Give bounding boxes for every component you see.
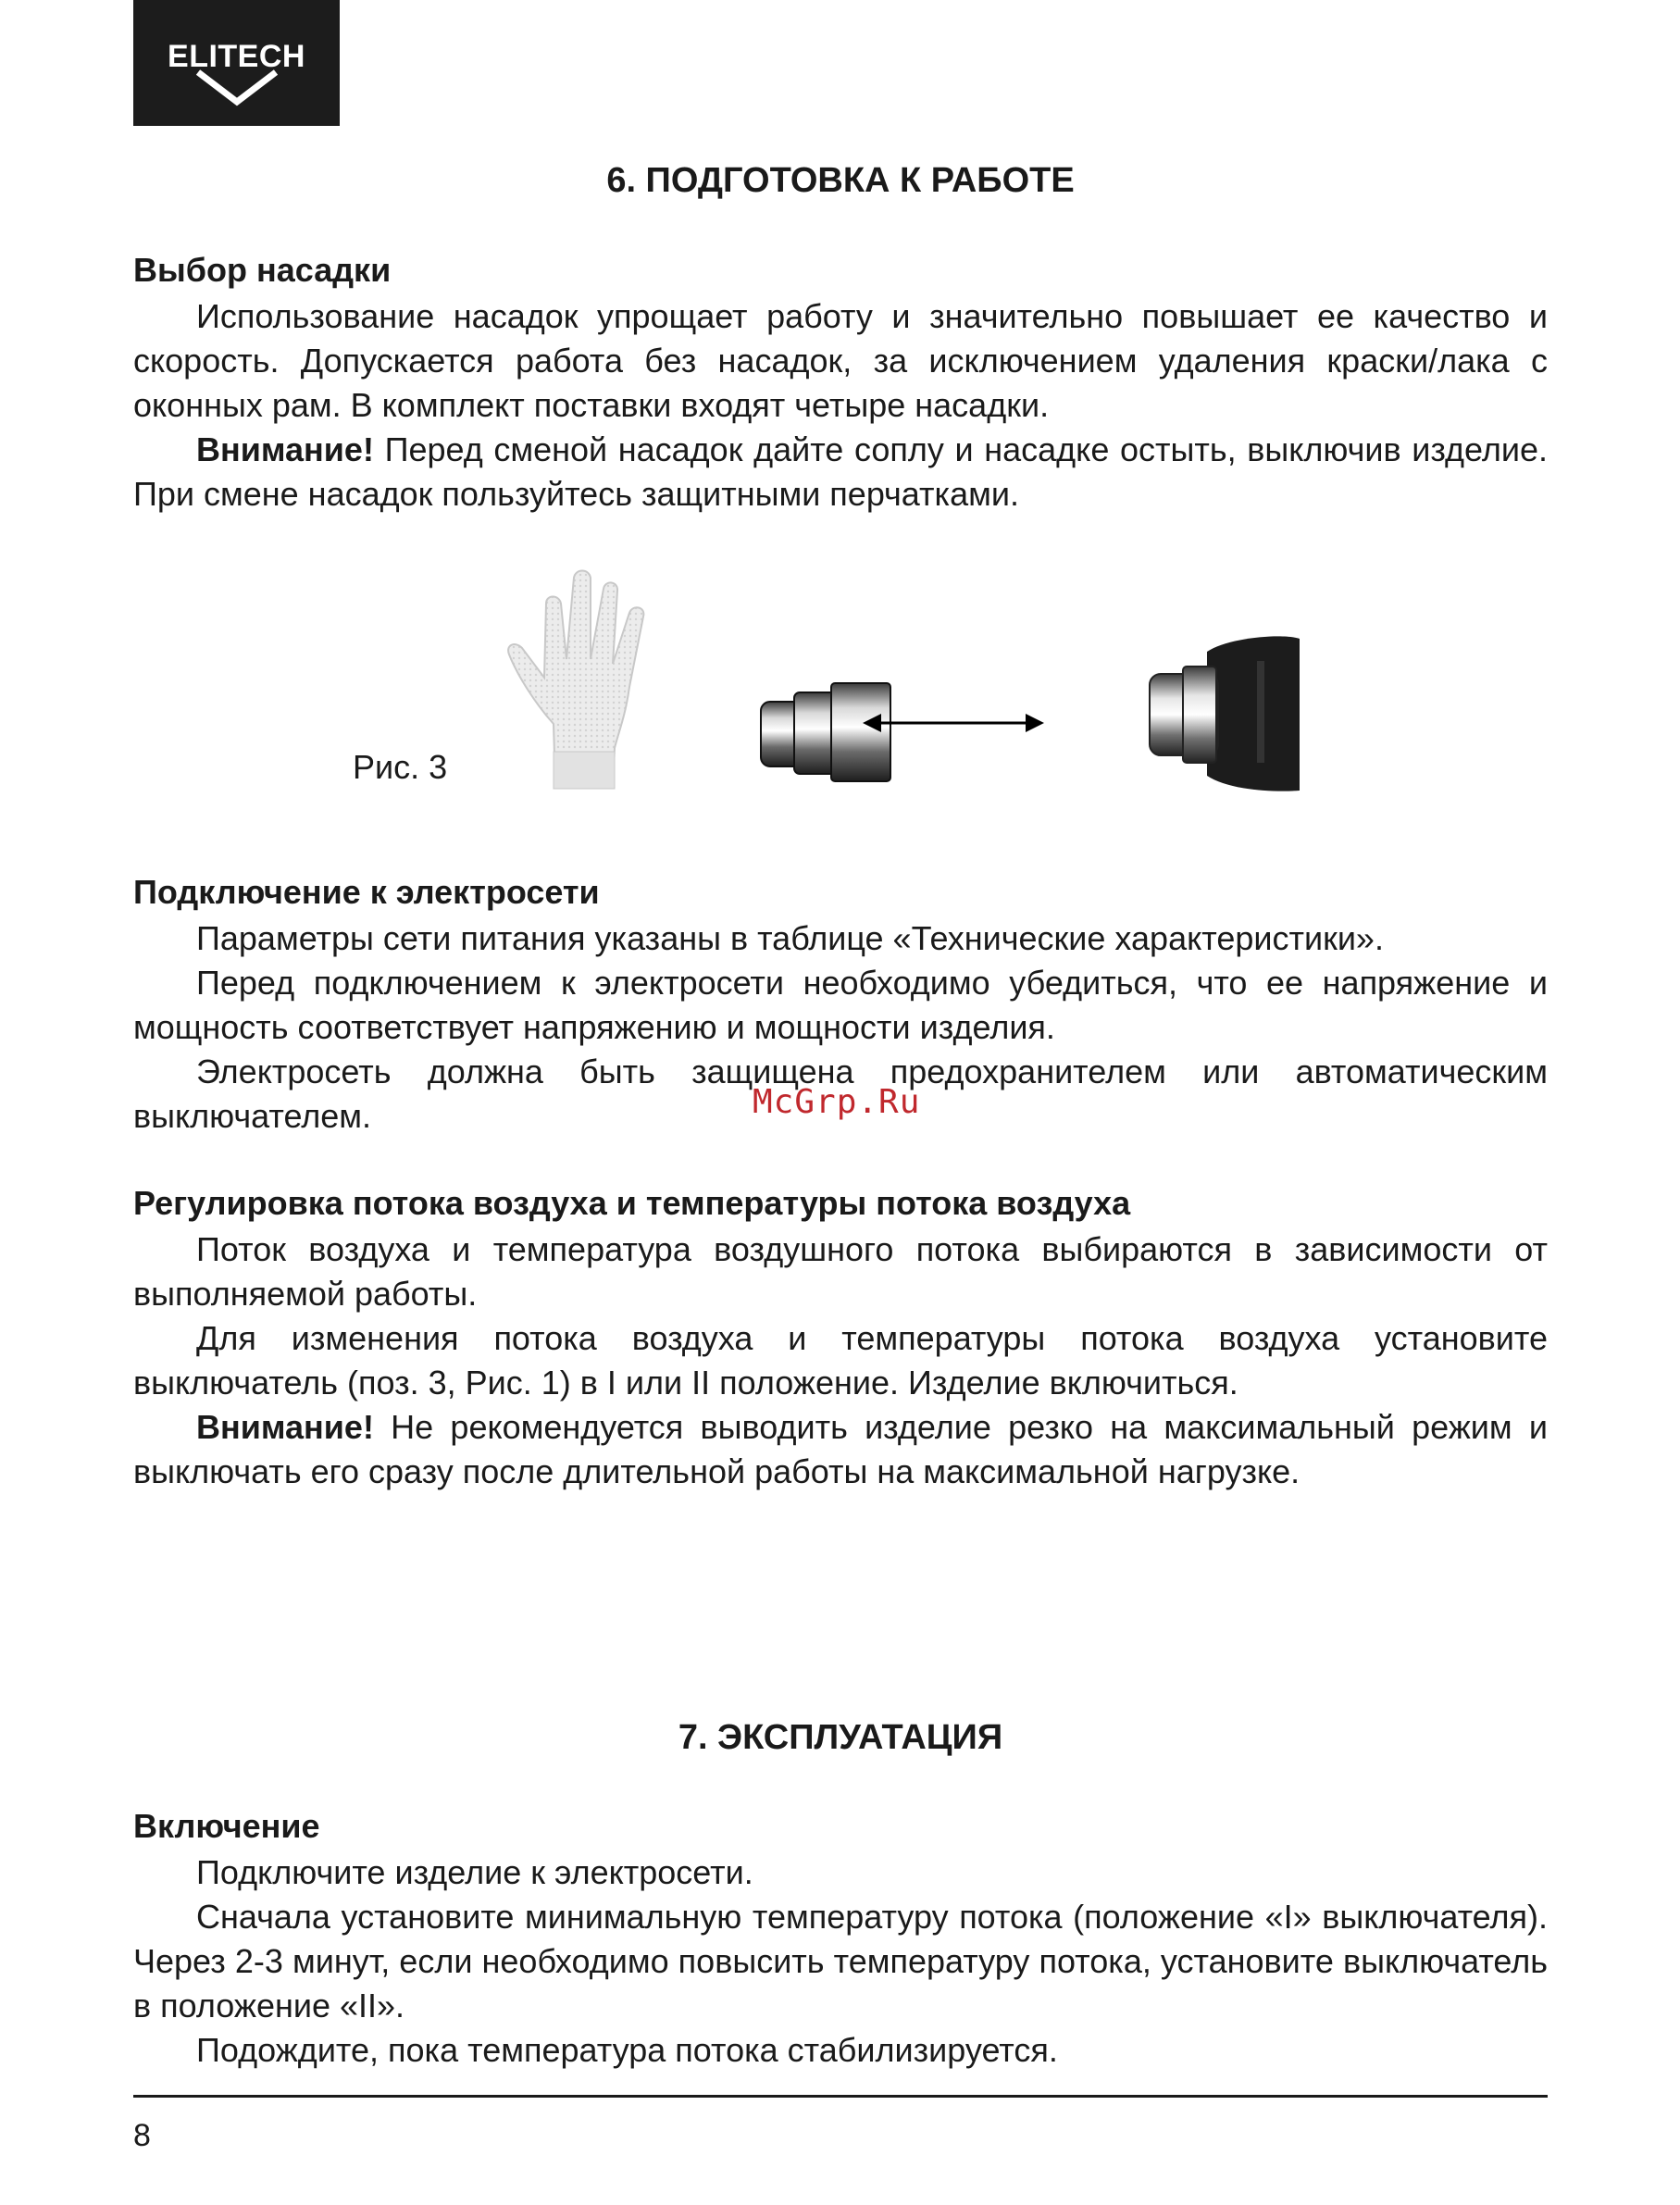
airflow-paragraph-2: Для изменения потока воздуха и температуры потока воздуха установите выключатель (поз. 3, Рис. 1) в I или II положение. Изделие включиться. [133,1319,1548,1401]
switch-on-heading: Включение [133,1807,320,1845]
protective-glove-icon [500,567,676,798]
section-6-title: 6. ПОДГОТОВКА К РАБОТЕ [606,161,1075,200]
footer-rule [133,2095,1548,2098]
warning-label: Внимание! [196,1408,374,1446]
switch-on-paragraph-3: Подождите, пока температура потока стабилизируется. [196,2031,1058,2069]
nozzle-warning-text: Перед сменой насадок дайте соплу и насадке остыть, выключив изделие. При смене насадок пользуйтесь защитными перчатками. [133,430,1548,513]
heat-gun-nozzle-icon [1146,633,1303,794]
nozzle-warning-paragraph [133,428,1548,517]
double-arrow-icon [861,709,1046,737]
watermark: McGrp.Ru [753,1083,921,1121]
airflow-warning-paragraph [133,1405,1548,1494]
power-paragraph-1: Параметры сети питания указаны в таблице «Технические характеристики». [196,919,1384,957]
page-number: 8 [133,2118,151,2153]
figure-caption: Рис. 3 [353,748,448,786]
logo-chevron-icon [133,0,340,126]
power-paragraph-2: Перед подключением к электросети необходимо убедиться, что ее напряжение и мощность соответствует напряжению и мощности изделия. [133,964,1548,1046]
section-7-title: 7. ЭКСПЛУАТАЦИЯ [678,1718,1003,1757]
airflow-warning-text: Не рекомендуется выводить изделие резко на максимальный режим и выключать его сразу после длительной работы на максимальной нагрузке. [133,1408,1548,1490]
logo-text: ELITECH [168,39,305,74]
warning-label: Внимание! [196,430,374,468]
power-paragraph-3: Электросеть должна быть защищена предохранителем или автоматическим выключателем. [133,1053,1548,1135]
nozzle-heading: Выбор насадки [133,251,392,289]
switch-on-paragraph-2: Сначала установите минимальную температуру потока (положение «I» выключателя). Через 2-3 минут, если необходимо повысить температуру потока, установите выключатель в положение «II». [133,1898,1548,2024]
airflow-heading: Регулировка потока воздуха и температуры потока воздуха [133,1184,1131,1222]
airflow-paragraph-1: Поток воздуха и температура воздушного потока выбираются в зависимости от выполняемой работы. [133,1230,1548,1313]
power-heading: Подключение к электросети [133,873,600,911]
elitech-logo [133,0,340,126]
nozzle-paragraph-1: Использование насадок упрощает работу и значительно повышает ее качество и скорость. Допускается работа без насадок, за исключением удаления краски/лака с оконных рам. В комплект поставки входят четыре насадки. [133,297,1548,424]
switch-on-paragraph-1: Подключите изделие к электросети. [196,1853,753,1891]
